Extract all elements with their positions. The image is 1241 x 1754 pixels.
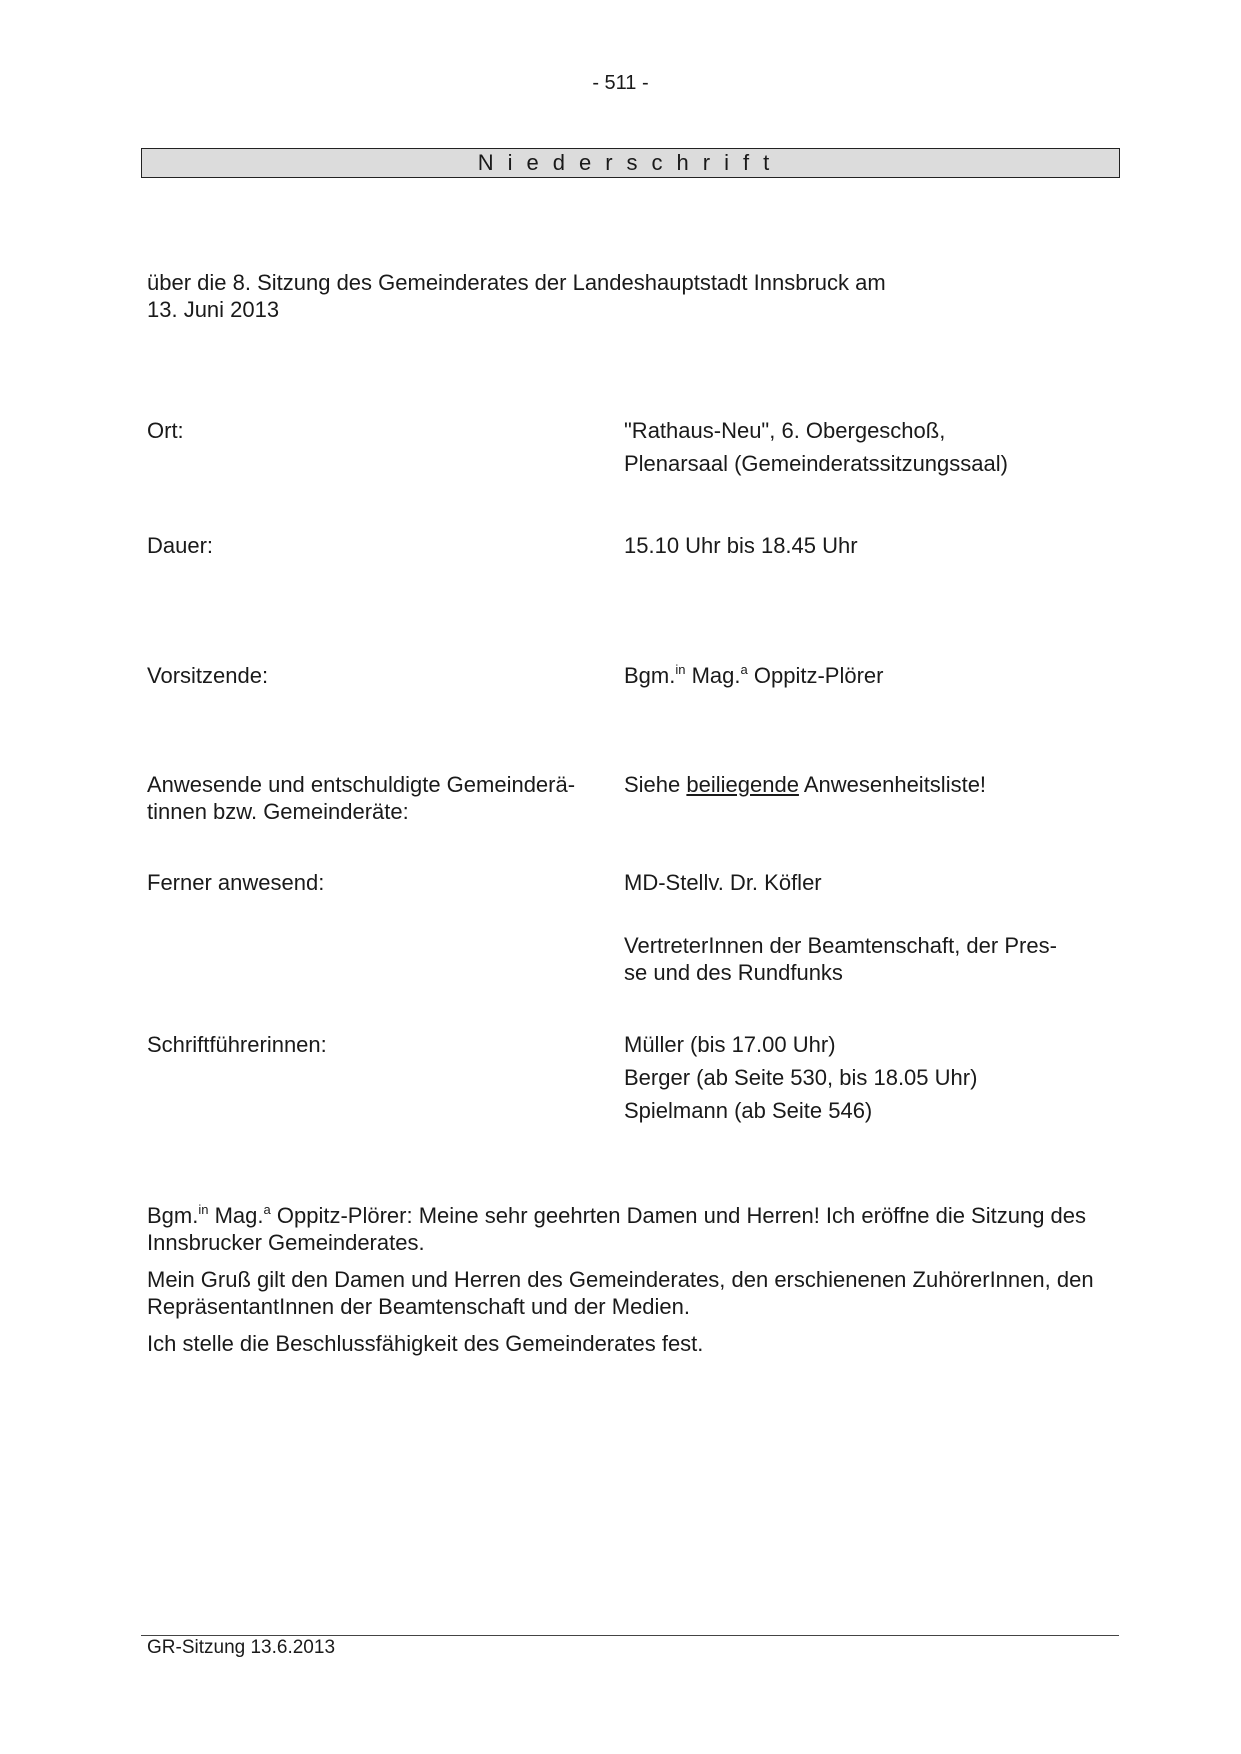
ort-label: Ort: <box>147 418 184 443</box>
ort-value-line-2: Plenarsaal (Gemeinderatssitzungssaal) <box>624 451 1008 476</box>
speech-paragraph-3: Ich stelle die Beschlussfähigkeit des Gemeinderates fest. <box>147 1331 704 1356</box>
vorsitzende-title-1: Bgm. <box>624 663 676 688</box>
anwesende-label <box>147 771 575 825</box>
footer-divider <box>141 1635 1119 1636</box>
dauer-label: Dauer: <box>147 533 214 558</box>
anwesende-value <box>624 771 986 798</box>
speaker-name: Oppitz-Plörer: <box>270 1203 413 1228</box>
schriftfuehrer-label: Schriftführerinnen: <box>147 1032 327 1057</box>
ferner-value-2-line-2: se und des Rundfunks <box>624 960 843 985</box>
speaker-title-2: Mag. <box>208 1203 264 1228</box>
document-title: Niederschrift <box>477 150 784 175</box>
vorsitzende-sup-2: a <box>740 662 748 677</box>
anwesende-value-post: Anwesenheitsliste! <box>798 772 987 797</box>
schriftfuehrer-line-2: Berger (ab Seite 530, bis 18.05 Uhr) <box>624 1065 978 1090</box>
vorsitzende-label: Vorsitzende: <box>147 663 269 688</box>
vorsitzende-value <box>624 659 883 692</box>
speech-section <box>147 1202 1107 1367</box>
footer-text: GR-Sitzung 13.6.2013 <box>147 1637 336 1658</box>
ferner-value-2 <box>624 932 1057 986</box>
ferner-value-2-line-1: VertreterInnen der Beamtenschaft, der Pres- <box>624 933 1057 958</box>
ferner-value-1: MD-Stellv. Dr. Köfler <box>624 870 822 895</box>
ort-value-line-1: "Rathaus-Neu", 6. Obergeschoß, <box>624 418 946 443</box>
schriftfuehrer-value <box>624 1028 977 1127</box>
page-number: - 511 - <box>592 72 649 94</box>
speaker-sup-1: in <box>198 1202 209 1217</box>
schriftfuehrer-line-1: Müller (bis 17.00 Uhr) <box>624 1032 836 1057</box>
vorsitzende-name: Oppitz-Plörer <box>747 663 884 688</box>
speaker-sup-2: a <box>263 1202 271 1217</box>
speaker-title-1: Bgm. <box>147 1203 199 1228</box>
schriftfuehrer-line-3: Spielmann (ab Seite 546) <box>624 1098 873 1123</box>
ort-value <box>624 414 1008 480</box>
intro-line-2: 13. Juni 2013 <box>147 297 280 322</box>
dauer-value: 15.10 Uhr bis 18.45 Uhr <box>624 533 858 558</box>
document-title-box <box>141 148 1120 178</box>
speech-paragraph-2: Mein Gruß gilt den Damen und Herren des Gemeinderates, den erschienenen ZuhörerInnen, den RepräsentantInnen der Beamtenschaft und der Medien. <box>147 1267 1094 1319</box>
ferner-label: Ferner anwesend: <box>147 870 325 895</box>
speech-paragraph-1 <box>147 1202 1107 1256</box>
anwesende-label-line-2: tinnen bzw. Gemeinderäte: <box>147 799 409 824</box>
anwesende-underlined-word: beiliegende <box>686 772 799 797</box>
anwesende-value-pre: Siehe <box>624 772 687 797</box>
speech-text-1: Meine sehr geehrten Damen und Herren! Ich eröffne die Sitzung des Innsbrucker Gemeinderates. <box>147 1203 1087 1255</box>
intro-text <box>147 269 1047 323</box>
intro-line-1: über die 8. Sitzung des Gemeinderates der Landeshauptstadt Innsbruck am <box>147 270 886 295</box>
vorsitzende-sup-1: in <box>675 662 686 677</box>
anwesende-label-line-1: Anwesende und entschuldigte Gemeinderä- <box>147 772 576 797</box>
vorsitzende-title-2: Mag. <box>685 663 741 688</box>
